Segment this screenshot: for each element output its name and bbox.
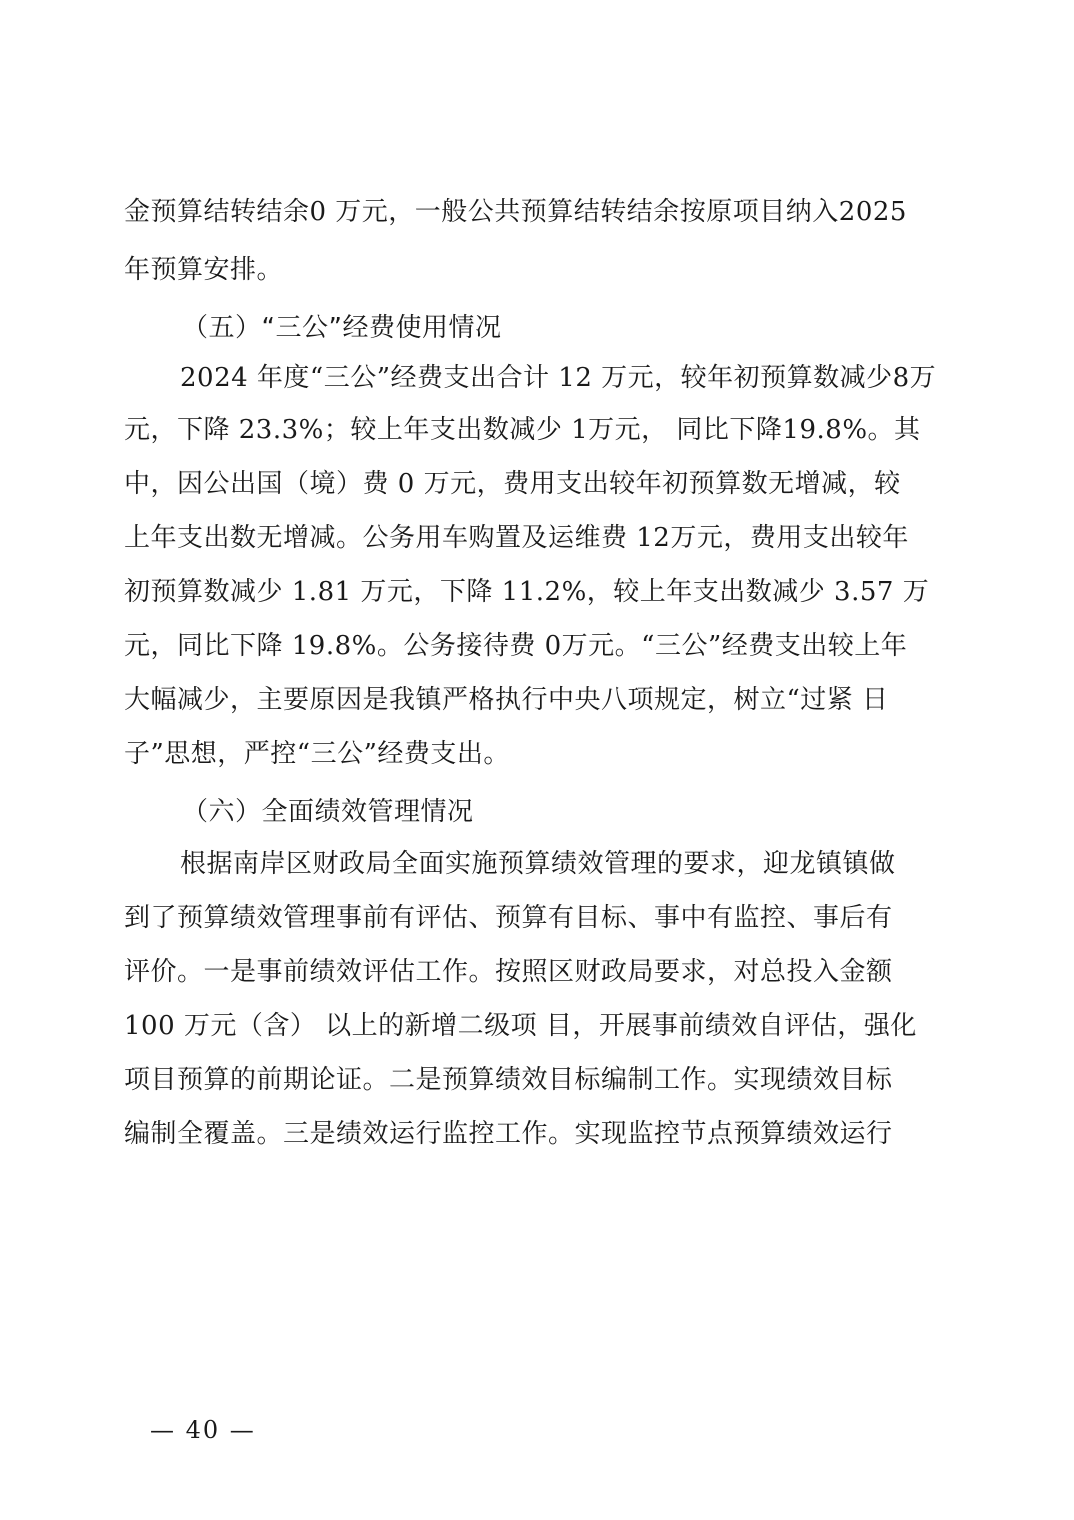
body-text-line: 大幅减少，主要原因是我镇严格执行中央八项规定，树立“过紧 日 (124, 685, 889, 715)
body-text-line: 子”思想，严控“三公”经费支出。 (124, 739, 510, 769)
body-text-line: 编制全覆盖。三是绩效运行监控工作。实现监控节点预算绩效运行 (124, 1119, 893, 1149)
body-text-line: 初预算数减少 1.81 万元，下降 11.2%，较上年支出数减少 3.57 万 (124, 577, 930, 607)
body-text-line: 金预算结转结余0 万元，一般公共预算结转结余按原项目纳入2025 (124, 197, 907, 227)
body-text-line: 根据南岸区财政局全面实施预算绩效管理的要求，迎龙镇镇做 (180, 849, 896, 879)
section-heading-five: （五）“三公”经费使用情况 (182, 313, 502, 343)
body-text-line: 年预算安排。 (124, 255, 284, 285)
body-text-line: 上年支出数无增减。公务用车购置及运维费 12万元，费用支出较年 (124, 523, 909, 553)
body-text-line: 项目预算的前期论证。二是预算绩效目标编制工作。实现绩效目标 (124, 1065, 893, 1095)
section-heading-six: （六）全面绩效管理情况 (182, 797, 474, 827)
body-text-line: 评价。一是事前绩效评估工作。按照区财政局要求，对总投入金额 (124, 957, 893, 987)
page-number: — 40 — (150, 1416, 256, 1444)
body-text-line: 到了预算绩效管理事前有评估、预算有目标、事中有监控、事后有 (124, 903, 893, 933)
body-text-line: 2024 年度“三公”经费支出合计 12 万元，较年初预算数减少8万 (180, 363, 937, 393)
body-text-line: 100 万元（含） 以上的新增二级项 目，开展事前绩效自评估，强化 (124, 1011, 917, 1041)
body-text-line: 元，下降 23.3%；较上年支出数减少 1万元， 同比下降19.8%。其 (124, 415, 921, 445)
body-text-line: 中，因公出国（境）费 0 万元，费用支出较年初预算数无增减，较 (124, 469, 901, 499)
body-text-line: 元，同比下降 19.8%。公务接待费 0万元。“三公”经费支出较上年 (124, 631, 908, 661)
